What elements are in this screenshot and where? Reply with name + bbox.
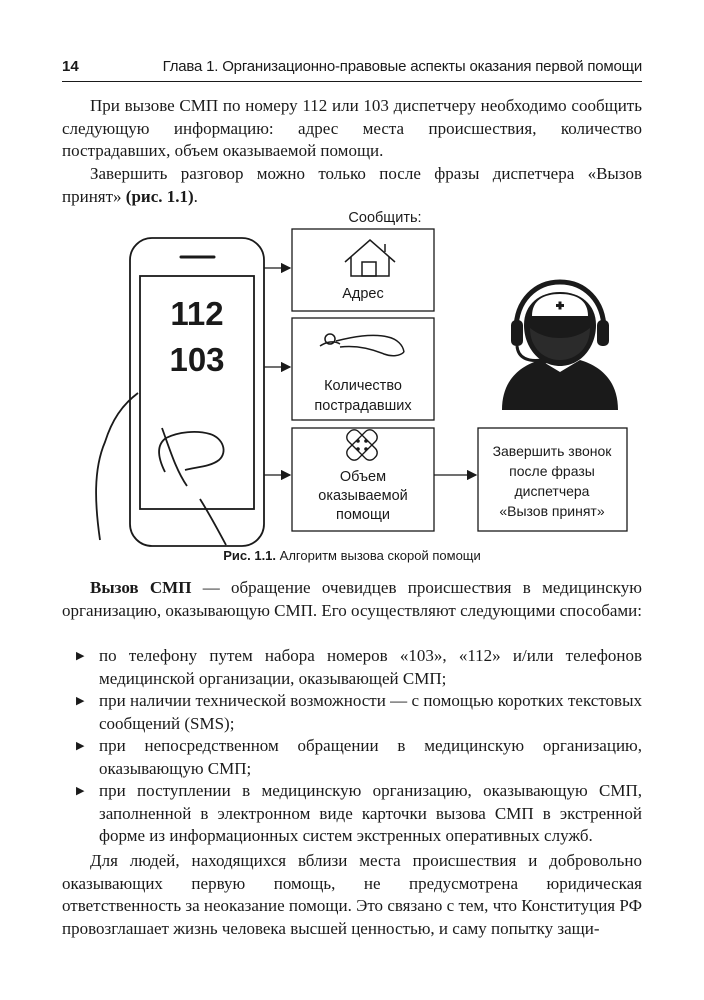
intro-p2-end: . [193, 186, 198, 206]
phone-number-112: 112 [170, 295, 224, 332]
final-paragraph: Для людей, находящихся вблизи места происшествия и добровольно оказывающих первую помощь, не предусмотрена юридическая ответственность за неоказание помощи. Это связано с тем, что Конституция РФ провозглашает жизнь человека высшей ценностью, и саму попытку защи- [62, 851, 642, 938]
box-volume-line1: Объем [339, 469, 387, 485]
box-volume-line2: оказываемой [318, 488, 408, 504]
intro-paragraph-1: При вызове СМП по номеру 112 или 103 диспетчеру необходимо сообщить следующую информацию: адрес места происшествия, количество пострадавших, объем оказываемой помощи. [62, 96, 642, 160]
definition-text: — обращение очевидцев происшествия в медицинскую организацию, оказывающую СМП. Его осуществляют следующими способами: [62, 578, 642, 620]
chapter-title: Глава 1. Организационно-правовые аспекты оказания первой помощи [162, 58, 642, 75]
definition-paragraph [62, 577, 642, 622]
list-item [62, 645, 642, 690]
list-item [62, 780, 642, 848]
box-finish-line4: «Вызов принят» [499, 503, 605, 519]
injured-person-icon [320, 334, 404, 356]
caption-label: Рис. 1.1. [223, 548, 277, 563]
box-address-label: Адрес [342, 286, 384, 302]
intro-p2-text: Завершить разговор можно только после фразы диспетчера «Вызов принят» [62, 164, 642, 206]
bullet-marker-icon: ▶ [76, 785, 85, 797]
figure-caption [0, 548, 704, 563]
box-finish-line1: Завершить звонок [492, 443, 612, 459]
dispatcher-icon [502, 282, 618, 410]
list-item-text: при поступлении в медицинскую организацию, оказывающую СМП, заполненной в электронном виде карточки вызова СМП в экстренной форме из информационных систем экстренных оперативных служб. [99, 781, 642, 845]
bandage-icon [344, 427, 379, 462]
phone-number-103: 103 [169, 341, 225, 378]
bullet-marker-icon: ▶ [76, 740, 85, 752]
bullet-marker-icon: ▶ [76, 695, 85, 707]
methods-list [62, 645, 642, 848]
list-item [62, 690, 642, 735]
house-icon [345, 240, 395, 276]
list-item-text: по телефону путем набора номеров «103», «112» и/или телефонов медицинской организации, оказывающей СМП; [99, 646, 642, 688]
box-finish-line3: диспетчера [514, 483, 590, 499]
box-count-line2: пострадавших [314, 398, 412, 414]
bullet-marker-icon: ▶ [76, 650, 85, 662]
list-item-text: при непосредственном обращении в медицинскую организацию, оказывающую СМП; [99, 736, 642, 778]
box-count-line1: Количество [324, 378, 402, 394]
figure-reference: (рис. 1.1) [125, 186, 194, 206]
figure-top-label: Сообщить: [348, 210, 422, 226]
box-volume-line3: помощи [336, 507, 390, 523]
box-finish-line2: после фразы [509, 463, 595, 479]
definition-term: Вызов СМП [90, 578, 192, 597]
list-item [62, 735, 642, 780]
caption-text: Алгоритм вызова скорой помощи [276, 548, 481, 563]
hand-phone-icon [96, 238, 264, 546]
list-item-text: при наличии технической возможности — с помощью коротких текстовых сообщений (SMS); [99, 691, 642, 733]
page-number: 14 [62, 58, 79, 75]
